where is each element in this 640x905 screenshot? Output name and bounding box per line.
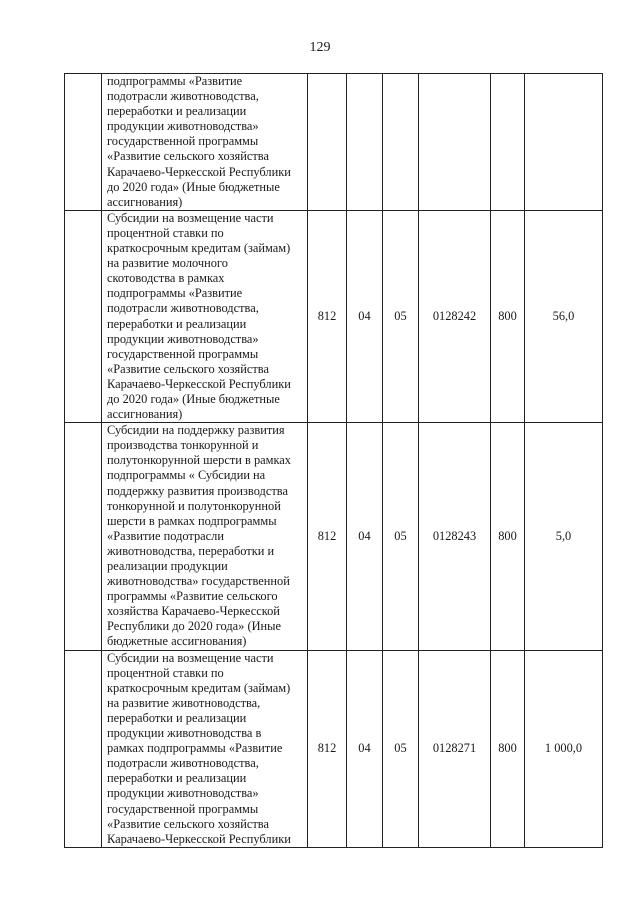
description-line: Карачаево-Черкесской Республики — [107, 164, 291, 179]
target-article-cell: 0128242 — [419, 210, 491, 422]
amount-cell: 5,0 — [525, 423, 603, 650]
description-line: продукции животноводства в — [107, 726, 262, 741]
description-line: переработки и реализации — [107, 104, 247, 119]
description-line: Субсидии на возмещение части — [107, 210, 274, 225]
section-code-cell: 04 — [347, 210, 383, 422]
description-line: животноводства, переработки и — [107, 543, 275, 558]
description-cell — [102, 650, 308, 847]
subsection-code-cell: 05 — [383, 423, 419, 650]
ministry-code-cell: 812 — [308, 650, 347, 847]
description-line: государственной программы — [107, 134, 259, 149]
description-line: переработки и реализации — [107, 771, 247, 786]
description-line: Карачаево-Черкесской Республики — [107, 376, 291, 391]
subsection-code-cell: 05 — [383, 650, 419, 847]
description-line: «Развитие сельского хозяйства — [107, 149, 269, 164]
description-cell — [102, 210, 308, 422]
target-article-cell: 0128243 — [419, 423, 491, 650]
row-number-cell — [65, 74, 102, 211]
description-line: краткосрочным кредитам (займам) — [107, 680, 291, 695]
description-line: Субсидии на поддержку развития — [107, 423, 285, 438]
budget-table — [64, 73, 603, 848]
description-line: переработки и реализации — [107, 316, 247, 331]
description-line: переработки и реализации — [107, 710, 247, 725]
table-row — [65, 423, 603, 650]
description-line: скотоводства в рамках — [107, 271, 225, 286]
amount-cell — [525, 74, 603, 211]
target-article-cell: 0128271 — [419, 650, 491, 847]
ministry-code-cell: 812 — [308, 210, 347, 422]
description-line: тонкорунной и полутонкорунной — [107, 498, 281, 513]
description-line: до 2020 года» (Иные бюджетные — [107, 179, 280, 194]
table-row — [65, 74, 603, 211]
section-code-cell: 04 — [347, 650, 383, 847]
amount-cell: 56,0 — [525, 210, 603, 422]
description-line: ассигнования) — [107, 194, 183, 209]
description-line: реализации продукции — [107, 559, 228, 573]
description-line: рамках подпрограммы «Развитие — [107, 741, 283, 756]
expense-type-cell: 800 — [491, 650, 525, 847]
description-line: поддержку развития производства — [107, 483, 288, 498]
section-code-cell — [347, 74, 383, 211]
description-line: шерсти в рамках подпрограммы — [107, 513, 277, 528]
description-line: «Развитие сельского хозяйства — [107, 361, 269, 376]
description-line: продукции животноводства» — [107, 786, 259, 801]
description-cell — [102, 74, 308, 211]
description-line: Республики до 2020 года» (Иные — [107, 619, 281, 634]
ministry-code-cell: 812 — [308, 423, 347, 650]
ministry-code-cell — [308, 74, 347, 211]
description-line: «Развитие подотрасли — [107, 528, 224, 543]
description-line: животноводства» государственной — [107, 574, 290, 589]
target-article-cell — [419, 74, 491, 211]
description-line: Субсидии на возмещение части — [107, 650, 274, 665]
description-line: подотрасли животноводства, — [107, 756, 259, 771]
description-line: продукции животноводства» — [107, 119, 259, 134]
description-line: на развитие молочного — [107, 256, 228, 271]
expense-type-cell: 800 — [491, 423, 525, 650]
description-line: подпрограммы «Развитие — [107, 74, 243, 88]
expense-type-cell: 800 — [491, 210, 525, 422]
description-line: государственной программы — [107, 801, 259, 816]
amount-cell: 1 000,0 — [525, 650, 603, 847]
description-line: на развитие животноводства, — [107, 695, 261, 710]
description-line: производства тонкорунной и — [107, 438, 259, 453]
description-line: программы «Развитие сельского — [107, 589, 278, 604]
description-line: ассигнования) — [107, 407, 183, 422]
row-number-cell — [65, 650, 102, 847]
row-number-cell — [65, 423, 102, 650]
description-line: Карачаево-Черкесской Республики — [107, 831, 291, 846]
description-line: государственной программы — [107, 346, 259, 361]
table-body — [65, 74, 603, 848]
description-line: процентной ставки по — [107, 225, 224, 240]
table-row — [65, 650, 603, 847]
description-line: до 2020 года» (Иные бюджетные — [107, 391, 280, 406]
subsection-code-cell — [383, 74, 419, 211]
description-line: «Развитие сельского хозяйства — [107, 816, 269, 831]
description-line: краткосрочным кредитам (займам) — [107, 241, 291, 256]
description-line: полутонкорунной шерсти в рамках — [107, 453, 292, 468]
description-line: подпрограммы « Субсидии на — [107, 468, 266, 483]
subsection-code-cell: 05 — [383, 210, 419, 422]
description-cell — [102, 423, 308, 650]
expense-type-cell — [491, 74, 525, 211]
description-line: подотрасли животноводства, — [107, 301, 259, 316]
description-line: подпрограммы «Развитие — [107, 286, 243, 301]
table-row — [65, 210, 603, 422]
description-line: продукции животноводства» — [107, 331, 259, 346]
description-line: подотрасли животноводства, — [107, 89, 259, 104]
section-code-cell: 04 — [347, 423, 383, 650]
row-number-cell — [65, 210, 102, 422]
page-number: 129 — [309, 40, 331, 55]
description-line: хозяйства Карачаево-Черкесской — [107, 604, 280, 619]
description-line: процентной ставки по — [107, 665, 224, 680]
description-line: бюджетные ассигнования) — [107, 634, 247, 649]
